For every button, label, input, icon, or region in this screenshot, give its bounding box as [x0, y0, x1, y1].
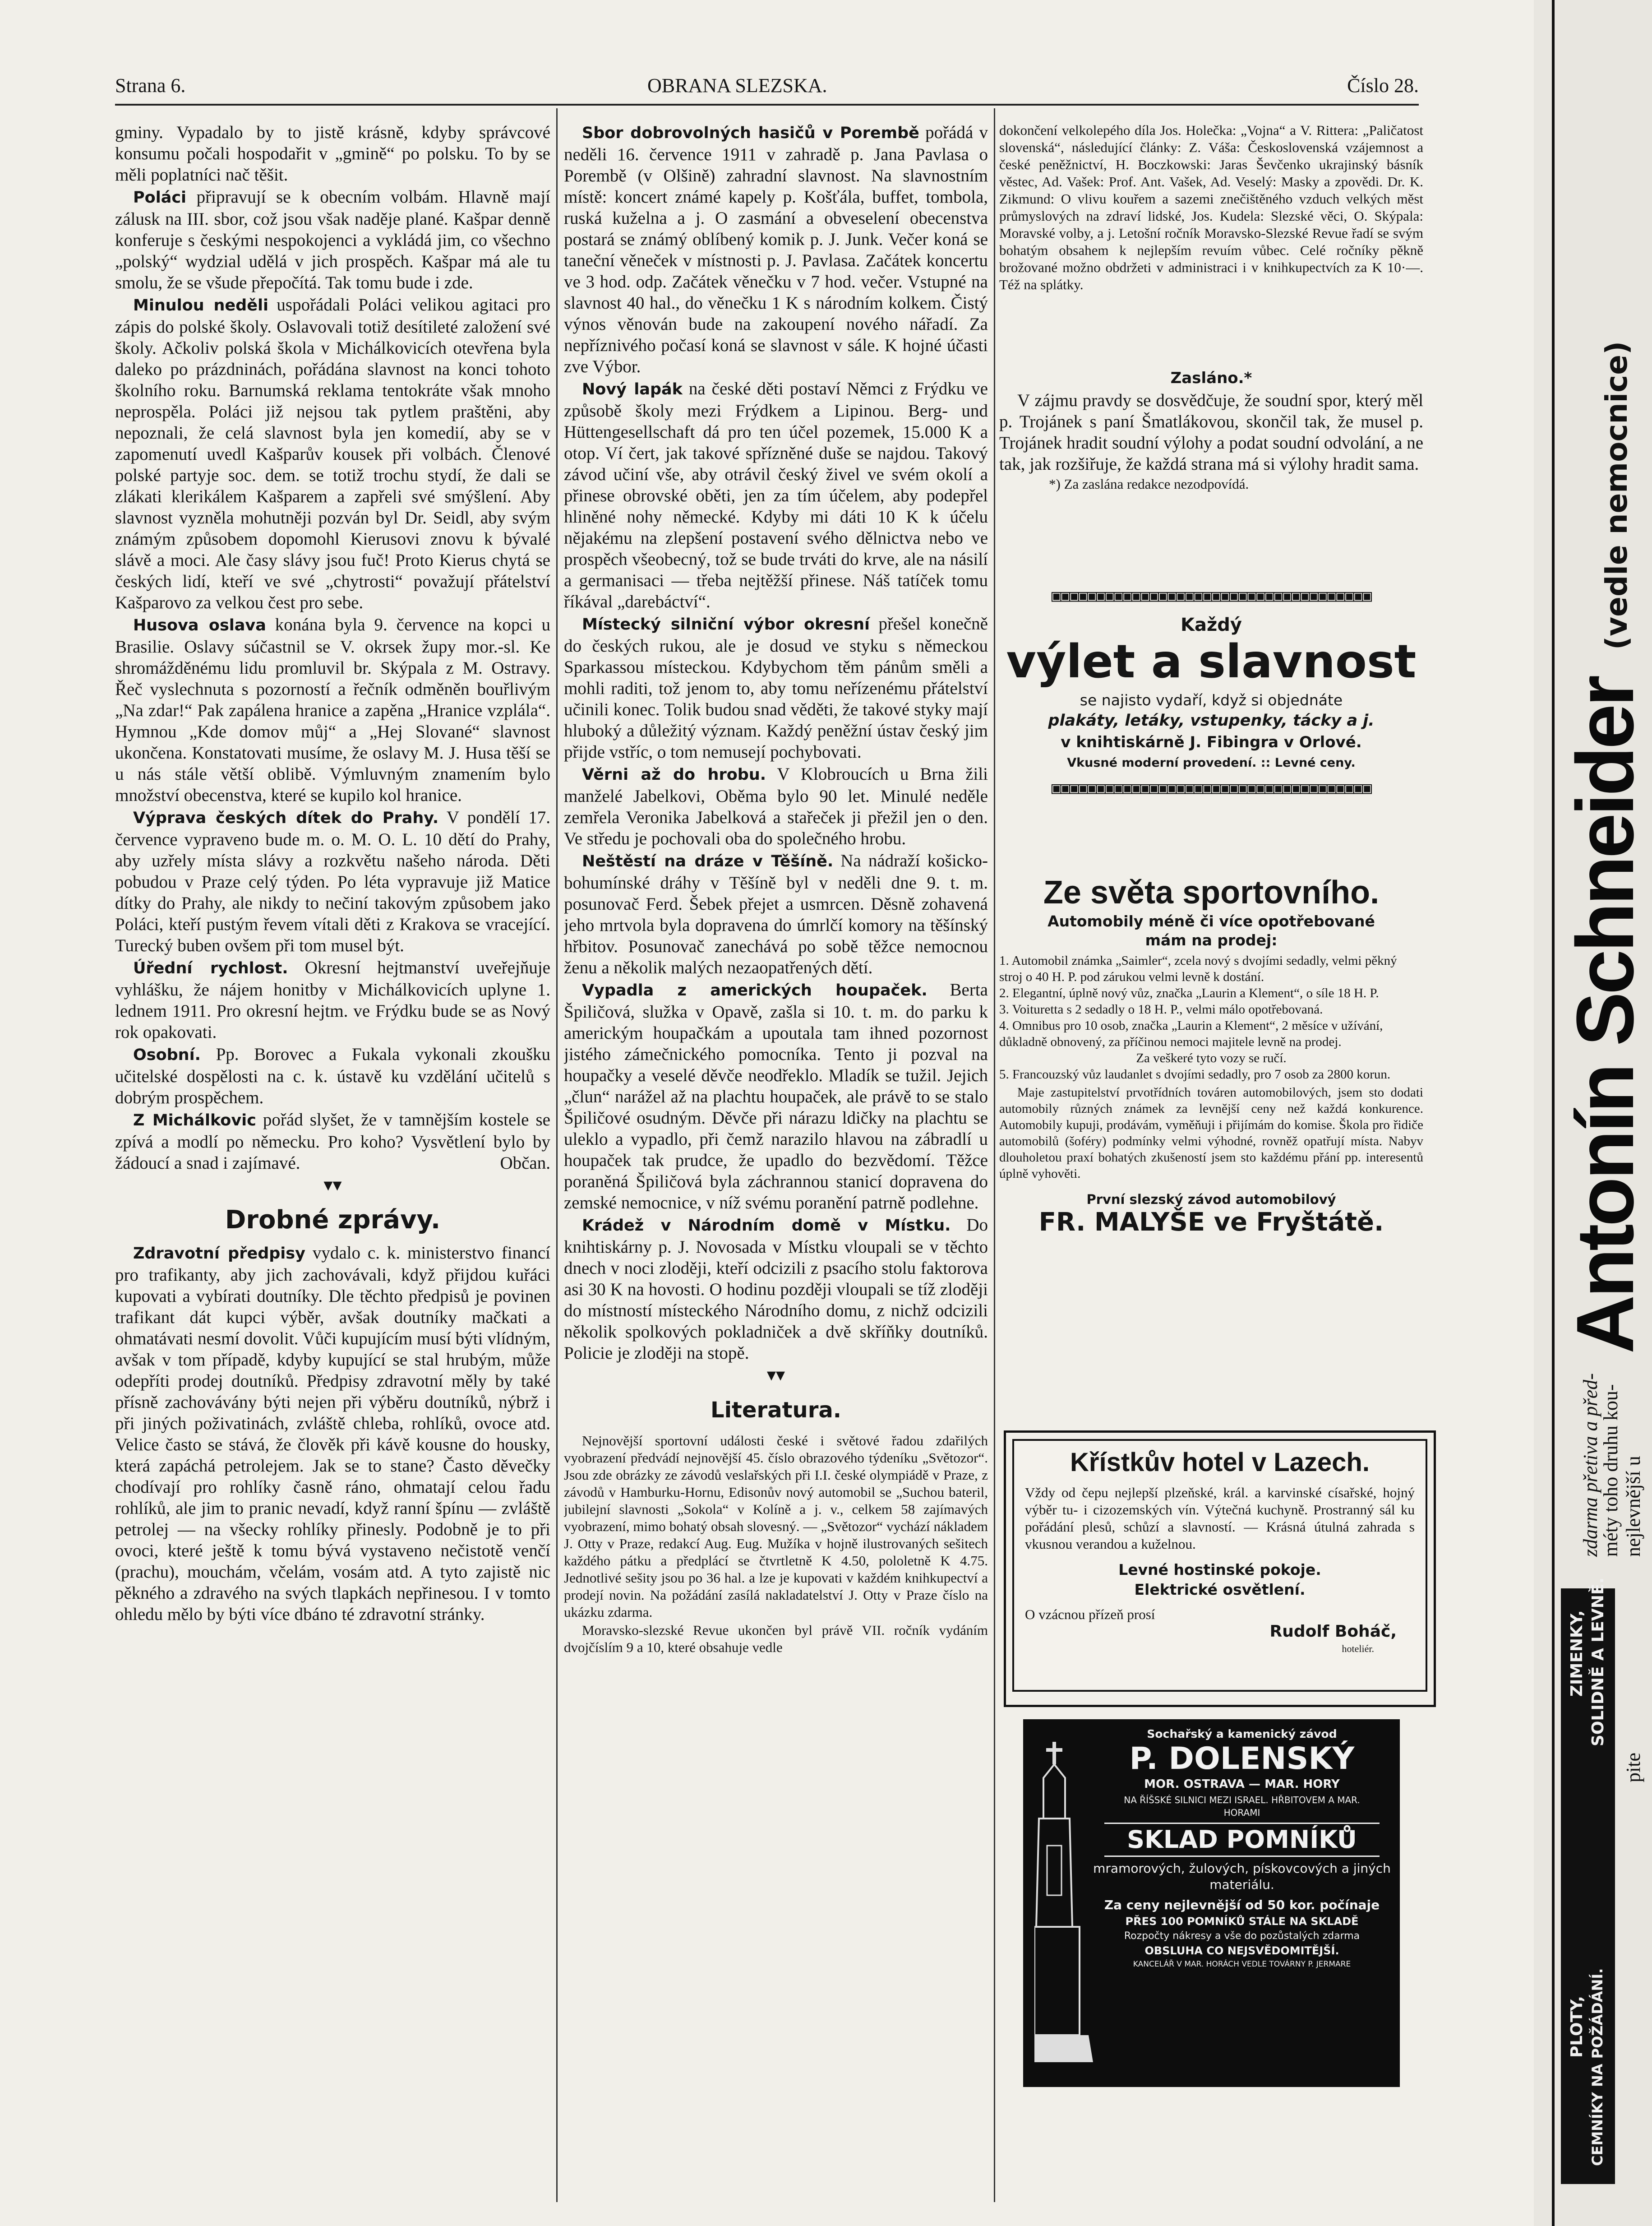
ad-fibingr	[999, 587, 1423, 853]
signature: Občan.	[500, 1153, 550, 1173]
ad-line: Vkusné moderní provedení. :: Levné ceny.	[1067, 756, 1356, 770]
article-lead: Úřední rychlost.	[133, 959, 288, 977]
article-paragraph: Husova oslava konána byla 9. července na kopci u Brasilie. Oslavy súčastnil se V. okrsek župy mor.-sl. Ke shromážděnému lidu promluvil br. Skýpala z M. Ostravy. Řeč vyslechnuta s pozorností a řečník odměněn bouřlivým „Na zdar!“ Pak zapálena hranice a zapěna „Hranice vzplála“. Hymnou „Kde domov můj“ a „Hej Slované“ slavnost ukončena. Konstatovati musíme, že oslavy M. J. Husa těší se u nás stále větší oblibě. Výmluvným znamením bylo množství obecenstva, které se kupilo kol hranice.	[115, 615, 550, 805]
hotel-features: Levné hostinské pokoje. Elektrické osvětlení.	[1118, 1561, 1321, 1598]
column-rule	[994, 108, 995, 2202]
ad-line: plakáty, letáky, vstupenky, tácky a j.	[1048, 712, 1375, 730]
dolensky-note: Rozpočty nákresy a vše do pozůstalých zdarma	[1124, 1930, 1360, 1942]
column-1	[115, 122, 550, 2204]
article-paragraph: Osobní. Pp. Borovec a Fukala vykonali zkoušku učitelské dospělosti na c. k. ústavě ku vzdělání učitelů s dobrým prospěchem.	[115, 1045, 550, 1107]
hotel-owner: Rudolf Boháč,	[1269, 1622, 1397, 1641]
article-lead: Sbor dobrovolných hasičů v Porembě	[582, 124, 919, 142]
ad-item: 5. Francouzský vůz laudanlet s dvojími sedadly, pro 7 osob za 2800 korun.	[999, 1067, 1391, 1082]
literature-paragraph: Moravsko-slezské Revue ukončen byl právě VII. ročník vydáním dvojčíslím 9 a 10, které obsahuje vedle	[564, 1622, 988, 1655]
article-lead: Minulou neděli	[133, 296, 268, 315]
ad-dolensky	[1023, 1719, 1400, 2087]
monument-illustration	[1034, 1737, 1098, 2071]
border-chain: ▣▣▣▣▣▣▣▣▣▣▣▣▣▣▣▣▣▣▣▣▣▣▣▣▣▣▣▣▣▣▣▣▣▣▣▣	[1051, 587, 1371, 605]
dolensky-location-detail: NA ŘÍŠSKÉ SILNICI MEZI ISRAEL. HŘBITOVEM A MAR. HORAMI	[1124, 1795, 1360, 1818]
column-rule	[556, 108, 558, 2202]
zaslano-text: V zájmu pravdy se dosvědčuje, že soudní spor, který měl p. Trojánek s paní Šmatlákovou, skončil tak, že musel p. Trojánek hradit soudní výlohy a podat soudní odvolání, a ne tak, jak rozšiřuje, že každá strana má si výlohy hradit sama.	[999, 391, 1423, 474]
article-lead: Zdravotní předpisy	[133, 1245, 305, 1263]
hotel-owner-title: hoteliér.	[1342, 1643, 1374, 1654]
ad-body: Maje zastupitelství prvotřídních továren automobilových, jsem sto dodati automobily různých známek za levnější ceny než každá konkurence. Automobily kupuji, prodávám, vyměňuji i přijímám do komise. Škola pro řidiče automobilů (šoféry) podmínky velmi výhodné, rovněž opatřují místa. Nabyv dlouholetou praxí bohatých zkušeností jsem sto každému přání pp. interesentů úplně vyhověti.	[999, 1085, 1423, 1181]
article-paragraph: Neštěstí na dráze v Těšíně. Na nádraží košicko-bohumínské dráhy v Těšíně byl v neděli dne 9. t. m. posunovač Ferd. Šebek přejet a usmrcen. Děsně zohavená jeho mrtvola byla dopravena do úmrlčí komory na těšínský hřbitov. Posunovač zanechává po sobě těžce nemocnou ženu a několik malých nezaopatřených dětí.	[564, 851, 988, 977]
dolensky-location: MOR. OSTRAVA — MAR. HORY	[1144, 1777, 1340, 1791]
article-paragraph: Nový lapák na české děti postaví Němci z Frýdku ve způsobě školy mezi Frýdkem a Lipinou. Berg- und Hüttengesellschaft dá pro ten účel pozemek, 15.000 K a otop. Ví čert, jak takové spřízněné duše se najdou. Takový závod učiní vše, aby otrávil český živel ve svém okolí a přinese obrovské oběti, jen za tím účelem, aby podepřel hliněné nohy německé. Kdyby mi dáti 10 K k účelu nějakému na zlepšení postavení svého dělnictva nebo ve prospěch všeobecný, tož se bude trváti do krve, ale na násilí a germanisaci — třeba nejtěžší přinese. Náš tatíček tomu říkával „darebáctví“.	[564, 379, 988, 611]
strip-ploty: PLOTY,	[1568, 1996, 1586, 2058]
article-lead: Poláci	[133, 189, 187, 207]
ad-item: 1. Automobil známka „Saimler“, zcela nový s dvojími sedadly, velmi pěkný stroj o 40 H. P. pod zárukou velmi levně k dostání.	[999, 953, 1397, 984]
article-lead: Věrni až do hrobu.	[582, 766, 766, 784]
strip-text: zdarma přetiva a před-	[1579, 1373, 1601, 1557]
ad-malys	[999, 873, 1423, 1406]
article-paragraph: Poláci připravují se k obecním volbám. Hlavně mají zálusk na III. sbor, což jsou však naděje plané. Kašpar denně konferuje s českými nespokojenci a vykládá jim, co všechno „polský“ wydzial udělá v jich prospěch. Kašpar má ale tu smolu, že se všude přepočítá. Tak tomu bude i zde.	[115, 187, 550, 292]
strip-text: pite	[1622, 1753, 1644, 1782]
ad-item: 3. Voituretta s 2 sedadly o 18 H. P., velmi málo opotřebovaná.	[999, 1002, 1323, 1017]
ad-kazdy: Každý	[1181, 615, 1242, 635]
ad-title: Ze světa sportovního.	[1043, 875, 1380, 911]
strip-nemocnice: (vedle nemocnice)	[1599, 341, 1634, 650]
ad-subtitle: Automobily méně či více opotřebované mám na prodej:	[1047, 912, 1375, 949]
page-number: Strana 6.	[115, 74, 186, 97]
zaslano-block	[999, 368, 1423, 580]
dolensky-prices: Za ceny nejlevnější od 50 kor. počínaje	[1104, 1897, 1380, 1912]
strip-solidne: SOLIDNĚ A LEVNĚ.	[1589, 1577, 1607, 1746]
zaslano-title: Zasláno.*	[1170, 369, 1252, 387]
strip-zimenky: ZIMENKY,	[1568, 1610, 1586, 1697]
hotel-request: O vzácnou přízeň prosí	[1025, 1606, 1155, 1622]
article-lead: Z Michálkovic	[133, 1111, 256, 1129]
column-3-top	[999, 122, 1423, 356]
ad-hotel	[1004, 1430, 1436, 1707]
article-paragraph: Úřední rychlost. Okresní hejtmanství uveřejňuje vyhlášku, že nájem honitby v Michálkovicích uplyne 1. lednem 1911. Pro okresní hejtm. ve Frýdku bude se as Nový rok opakovati.	[115, 958, 550, 1042]
strip-text: méty toho druhu kou-	[1600, 1384, 1622, 1557]
ad-firm: FR. MALYŠE ve Fryštátě.	[1038, 1208, 1384, 1237]
article-paragraph: Věrni až do hrobu. V Klobroucích u Brna žili manželé Jabelkovi, Oběma bylo 90 let. Minulé neděle zemřela Veronika Jabelková a stařeček ji přežil jen o den. Ve středu je pochovali oba do společného hrobu.	[564, 764, 988, 848]
article-paragraph: Krádež v Národním domě v Místku. Do knihtiskárny p. J. Novosada v Místku vloupali se v těchto dnech v noci zloději, kteří odcizili z psacího stolu faktorova asi 30 K na hovosti. O hodinu později vloupali se tíž zloději do místností místeckého Národního domu, z nichž odcizili několik spolkových pokladniček a dvě skříňky doutníků. Policie je zloději na stopě.	[564, 1215, 988, 1363]
strip-cemniky: CEMNÍKY NA POŽÁDÁNÍ.	[1589, 1968, 1606, 2166]
dolensky-materials: mramorových, žulových, pískovcových a jiných materiálu.	[1093, 1861, 1391, 1892]
article-paragraph: Výprava českých dítek do Prahy. V pondělí 17. července vypraveno bude m. o. M. O. L. 10 dětí do Prahy, aby uzřely místa slávy a rozkvětu našeho národa. Děti pobudou v Praze celý týden. Po léta vypravuje již Matice dítky do Prahy, ale nikdy to nečiní takovým způsobem jako Poláci, kteří pustým řevem vítali děti z Krakova se vracející. Turecký buben ovšem při tom musel být.	[115, 808, 550, 955]
section-heading: Drobné zprávy.	[225, 1205, 441, 1235]
article-lead: Místecký silniční výbor okresní	[582, 616, 870, 634]
article-lead: Neštěstí na dráze v Těšíně.	[582, 852, 834, 870]
ad-headline: výlet a slavnost	[1006, 635, 1417, 689]
strip-rule	[1552, 0, 1555, 2226]
newspaper-title: OBRANA SLEZSKA.	[647, 74, 827, 97]
footnote: *) Za zaslána redakce nezodpovídá.	[1049, 476, 1249, 492]
ad-item: 2. Elegantní, úplně nový vůz, značka „Laurin a Klement“, o síle 18 H. P.	[999, 986, 1379, 1000]
article-paragraph: Minulou neděli uspořádali Poláci velikou agitaci pro zápis do polské školy. Oslavovali totiž desítileté založení své školy. Ačkoliv polská škola v Michálkovicích otevřena byla daleko po prázdninách, pořádána slavnost na konci tohoto školního roku. Barnumská reklama tentokráte však mnoho neprospěla. Poláci již nejsou tak pytlem praštěni, aby nepoznali, že celá slavnost byla jen komedií, aby se v zapomenutí uvedl Kašparův kousek při volbách. Členové polské partyje soc. dem. se totiž trochu stydí, že dali se zlákati klerikálem Kašparem a zapřeli své smýšlení. Aby slavnost vyzněla mohutněji pozván byl Dr. Seidl, aby svým známým způsobem dopomohl Kierusovi znovu k bývalé slávě a moci. Ale časy slávy jsou fuč! Proto Kierus chytá se českých lidí, kteří ve své „chytrosti“ považují přátelství Kašparovo za velkou čest pro sebe.	[115, 295, 550, 612]
ornament: ▾▾	[766, 1365, 785, 1385]
article-lead: Husova oslava	[133, 616, 266, 634]
column-2	[564, 122, 988, 2204]
dolensky-top: Sochařský a kamenický závod	[1147, 1727, 1337, 1740]
article-lead: Výprava českých dítek do Prahy.	[133, 809, 439, 827]
section-heading: Literatura.	[710, 1398, 841, 1423]
ornament: ▾▾	[323, 1175, 342, 1195]
dolensky-name: P. DOLENSKÝ	[1129, 1741, 1355, 1777]
article-paragraph: Vypadla z amerických houpaček. Berta Špiličová, služka v Opavě, zašla si 10. t. m. do parku k americkým houpačkám a upoutala tam ihned pozornost jistého zámečnického pomocníka. Tento ji pozval na houpačky a veselé děvče neodřeklo. Mladík se tužil. Jejich „člun“ narážel až na plachtu houpaček, ale právě to se stalo Špiličové osudným. Děvče při nárazu ldičky na plachtu se uleklo a vypadlo, při čemž narazilo hlavou na zábradlí u houpaček tak prudce, že upadlo do bezvědomí. Těžce poraněná Špiličová byla záchrannou stanicí dopravena do zemské nemocnice, v níž svému poranění patrně podlehne.	[564, 980, 988, 1212]
dolensky-sklad: SKLAD POMNÍKŮ	[1104, 1823, 1380, 1857]
ad-item: 4. Omnibus pro 10 osob, značka „Laurin a Klement“, 2 měsíce v užívání, důkladně obnovený, za příčinou nemoci majitele levně na prodej.	[999, 1018, 1383, 1049]
article-paragraph: gminy. Vypadalo by to jistě krásně, kdyby správcové konsumu počali hospodařit v „gmině“ po polsku. To by se měli poplatníci nač těšit.	[115, 123, 550, 185]
ad-item: Za veškeré tyto vozy se ručí.	[1136, 1051, 1287, 1065]
ad-firm-small: První slezský závod automobilový	[1086, 1192, 1336, 1207]
hotel-body: Vždy od čepu nejlepší plzeňské, král. a karvinské císařské, hojný výběr tu- i cizozemských vín. Výtečná kuchyně. Prostranný sál ku pořádání plesů, schůzí a slavností. — Krásná útulná zahrada s vkusnou verandou a kuželnou.	[1025, 1485, 1415, 1552]
page-header	[115, 72, 1419, 106]
article-lead: Osobní.	[133, 1046, 201, 1064]
border-chain: ▣▣▣▣▣▣▣▣▣▣▣▣▣▣▣▣▣▣▣▣▣▣▣▣▣▣▣▣▣▣▣▣▣▣▣▣	[1051, 779, 1371, 797]
issue-number: Číslo 28.	[1347, 74, 1419, 97]
literature-paragraph: Nejnovější sportovní události české i světové řadou zdařilých vyobrazení předvádí nejnovější 45. číslo obrazového týdeníku „Světozor“. Jsou zde obrázky ze závodů veslařských při I.I. české olympiádě v Praze, z závodů v Hamburku-Hornu, Edisonův nový automobil se „Suchou bateril, jubilejní slavnosti „Sokola“ v Kolíně a j. v., celkem 58 zajímavých vyobrazení, mimo bohatý obsah slovesný. — „Světozor“ vychází nákladem J. Otty v Praze, redakcí Aug. Eug. Mužíka v hojně ilustrovaných sešitech každého pátku a předplácí se čtvrtletně K 4.50, pololetně K 4.75. Jednotlivé sešity jsou po 36 hal. a lze je kupovati v každém knihkupectví a prodejí novin. Na požádání zasílá nakladatelství J. Otty v Praze číslo na ukázku zdarma.	[564, 1433, 988, 1620]
article-paragraph: Z Michálkovic pořád slyšet, že v tamnějším kostele se zpívá a modlí po německu. Pro koho? Vysvětlení bylo by žádoucí a snad i zajímavé. Občan.	[115, 1110, 550, 1173]
article-paragraph: Sbor dobrovolných hasičů v Porembě pořádá v neděli 16. července 1911 v zahradě p. Jana Pavlasa o Porembě (v Olšině) zahradní slavnost. Na slavnostním místě: koncert známé kapely p. Košťála, buffet, tombola, ruská kuželna a j. O zasmání a obveselení obecenstva postará se známý oblíbený komik p. J. Junk. Večer koná se taneční věneček v místnosti p. J. Pavlasa. Začátek koncertu ve 3 hod. odp. Začátek věnečku v 7 hod. večer. Vstupné na slavnost 40 hal., do věnečku 1 K s národním kolkem. Čistý výnos věnován bude na zakoupení nového nářadí. Za nepříznivého počasí koná se slavnost v sále. K hojné účasti zve Výbor.	[564, 123, 988, 376]
ad-line: v knihtiskárně J. Fibingra v Orlové.	[1061, 733, 1362, 751]
ad-line: se najisto vydaří, když si objednáte	[1080, 691, 1343, 709]
hotel-title: Křístkův hotel v Lazech.	[1070, 1448, 1370, 1477]
dolensky-service: OBSLUHA CO NEJSVĚDOMITĚJŠÍ.	[1144, 1944, 1339, 1957]
strip-big-name: Antonín Schneider	[1560, 677, 1651, 1354]
dolensky-stock: PŘES 100 POMNÍKŮ STÁLE NA SKLADĚ	[1125, 1915, 1359, 1928]
article-paragraph: Místecký silniční výbor okresní přešel konečně do českých rukou, ale je dosud ve styku s německou Sparkassou místeckou. Kdybychom těm pánům směli a mohli raditi, tož jenom to, aby tomu neřízenému přátelství učinili konec. Tolik budou snad věděti, že takové styky mají hluboký a důležitý význam. Každý peněžní ústav český jim přijde vstříc, o tom nemusejí pochybovati.	[564, 614, 988, 762]
dolensky-office: KANCELÁŘ V MAR. HORÁCH VEDLE TOVÁRNY P. JERMARE	[1133, 1960, 1351, 1969]
article-paragraph: Zdravotní předpisy vydalo c. k. ministerstvo financí pro trafikanty, aby jich zachovávali, když přijdou kuřáci kupovati a vybírati doutníky. Dle těchto předpisů je povinen trafikant dát kupci výběr, avšak doutníky mačkati a ohmatávati nesmí dovolit. Vůči kupujícím musí býti vlídným, avšak v tom případě, kdyby kupující se stal hrubým, může odepříti prodej doutníků. Předpisy zdravotní měly by také přísně zachovávány býti nejen při výběru doutníků, nýbrž i při jiných poživatinách, zvláště chleba, rohlíků, ovoce atd. Velice často se stává, že člověk při kávě kousne do housky, která zapáchá petrolejem. Jak se to stane? Často děvečky chodívají pro rohlíky časně ráno, ohmatají celou řadu rohlíků, ale jim to pranic nevadí, když ranní špínu — zvláště petrolej — na všecky rohlíky přinesly. Podobně je to při ovoci, které ještě k tomu bývá vystaveno nečistotě venčí (prachu), mouchám, včelám, vosám atd. A tyto zajistě nic pěkného a zdravého na svých tlapkách nepřinesou. I v tomto ohledu mělo by býti více dbáno té zdravotní stránky.	[115, 1243, 550, 1624]
strip-text: nejlevnější u	[1622, 1456, 1644, 1557]
article-lead: Nový lapák	[582, 380, 683, 398]
literature-continuation: dokončení velkolepého díla Jos. Holečka: „Vojna“ a V. Rittera: „Paličatost slovenská“, následující články: Z. Váša: Československá vzájemnost a české peněžnictví, H. Boczkowski: Jaras Ševčenko ukrajinský básník věstec, Ad. Vašek: Prof. Ant. Vašek, Ad. Veselý: Masky a zpovědi. Dr. K. Zikmund: O vlivu kouřem a sazemi znečištěného vzduch velkých měst průmyslových na zdraví lidské, Jos. Kudela: Slezské věci, O. Skýpala: Moravské volby, a j. Letošní ročník Moravsko-Slezské Revue řadí se svým bohatým obsahem k nejlepším revuím vůbec. Celé ročníky pěkně brožované možno obdržeti v administraci i v knihkupectvích za K 10·—. Též na splátky.	[999, 122, 1423, 292]
article-lead: Vypadla z amerických houpaček.	[582, 981, 928, 1000]
article-lead: Krádež v Národním domě v Místku.	[582, 1217, 951, 1235]
